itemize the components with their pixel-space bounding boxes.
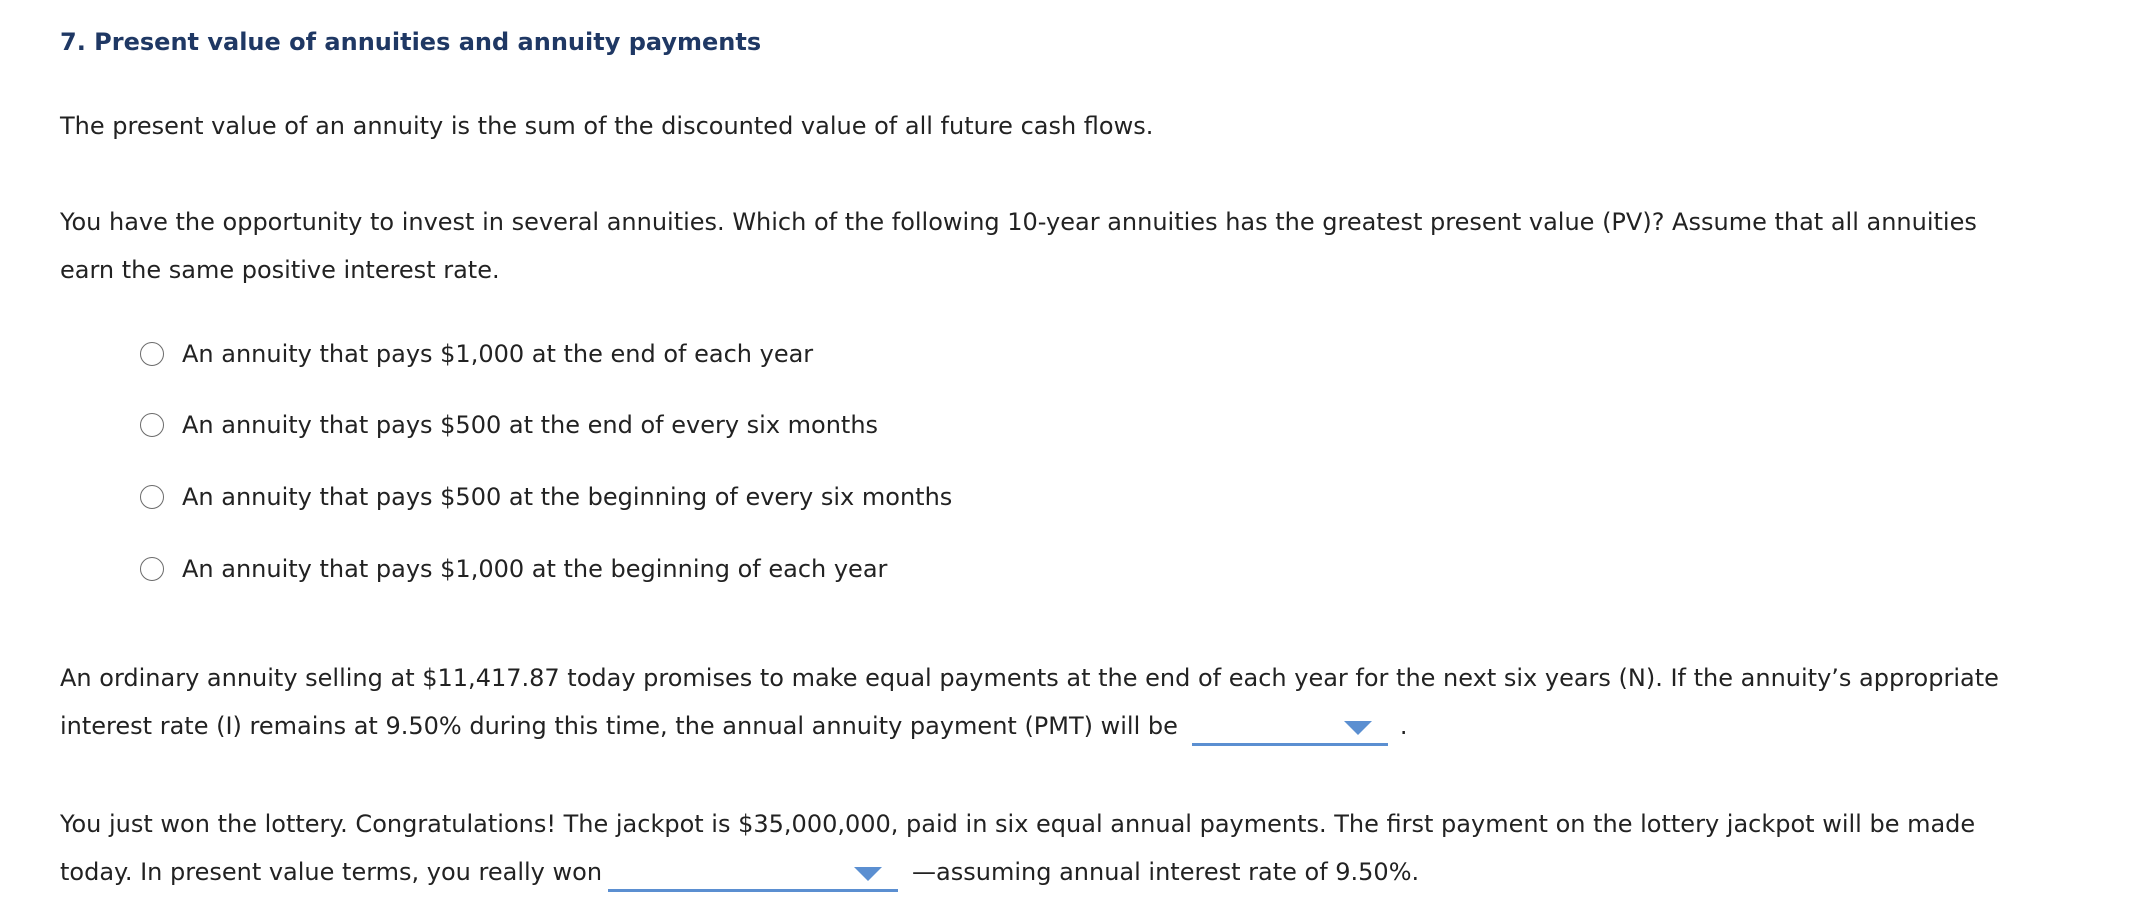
question-page <box>60 0 2100 924</box>
caret-down-icon[interactable] <box>854 867 882 881</box>
question-2 <box>60 654 2020 750</box>
question-1-text: You have the opportunity to invest in several annuities. Which of the following 10-year annuities has the greatest present value (PV)? Assume that all annuities earn the same positive interest rate. <box>60 208 1977 284</box>
option-1[interactable] <box>140 334 813 374</box>
option-2[interactable] <box>140 405 878 445</box>
option-label: An annuity that pays $500 at the beginning of every six months <box>182 483 953 511</box>
radio-button[interactable] <box>140 557 164 581</box>
caret-down-icon[interactable] <box>1344 721 1372 735</box>
option-label: An annuity that pays $500 at the end of every six months <box>182 411 879 439</box>
question-3-suffix: —assuming annual interest rate of 9.50%. <box>912 858 1420 886</box>
option-3[interactable] <box>140 477 952 517</box>
radio-button[interactable] <box>140 342 164 366</box>
question-3-text: You just won the lottery. Congratulations! The jackpot is $35,000,000, paid in six equal annual payments. The first payment on the lottery jackpot will be made today. In present value terms, you really won <box>60 810 1976 886</box>
pmt-dropdown[interactable] <box>1192 713 1388 746</box>
option-label: An annuity that pays $1,000 at the end of each year <box>182 340 814 368</box>
question-title: 7. Present value of annuities and annuity payments <box>60 28 762 56</box>
radio-button[interactable] <box>140 413 164 437</box>
question-3 <box>60 800 2020 896</box>
question-2-suffix: . <box>1399 712 1408 740</box>
radio-button[interactable] <box>140 485 164 509</box>
option-label: An annuity that pays $1,000 at the beginning of each year <box>182 555 888 583</box>
intro-text: The present value of an annuity is the sum of the discounted value of all future cash flows. <box>60 112 1154 140</box>
option-4[interactable] <box>140 549 887 589</box>
pv-dropdown[interactable] <box>608 859 898 892</box>
question-2-text: An ordinary annuity selling at $11,417.87 today promises to make equal payments at the end of each year for the next six years (N). If the annuity’s appropriate interest rate (I) remains at 9.50% during this time, the annual annuity payment (PMT) will be <box>60 664 1999 740</box>
